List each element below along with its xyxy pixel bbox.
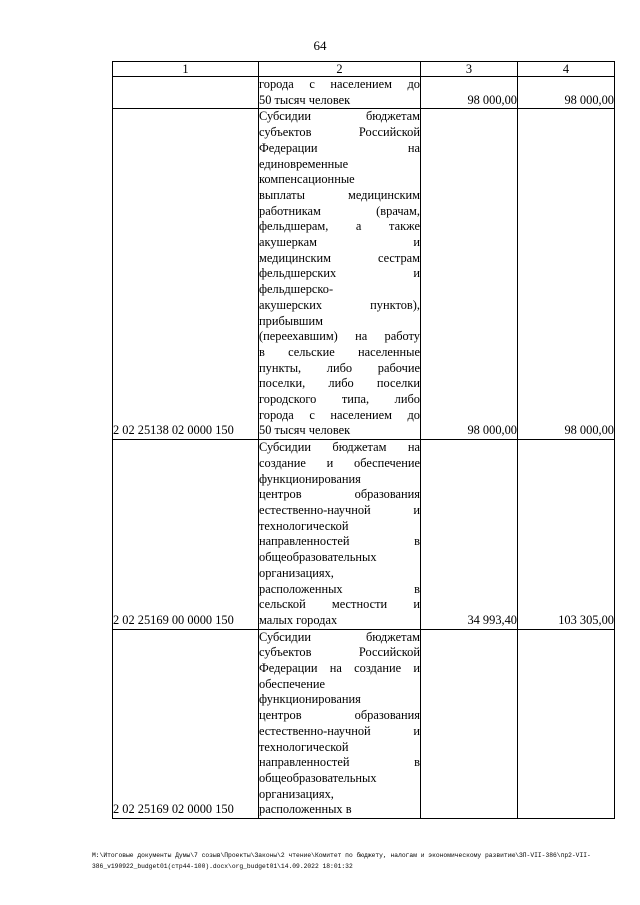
description-line: общеобразовательных (259, 770, 377, 785)
description-line: единовременные (259, 156, 349, 171)
description-line: технологической (259, 518, 349, 533)
description-line: центров образования (259, 487, 420, 502)
description-line: в сельские населенные (259, 344, 420, 359)
description-line: Субсидии бюджетам на (259, 440, 420, 455)
budget-code-cell: 2 02 25169 00 0000 150 (113, 440, 259, 629)
description-line: Субсидии бюджетам (259, 629, 420, 644)
description-cell (259, 440, 421, 629)
description-line: фельдшерских и (259, 266, 420, 281)
description-line: естественно-научной и (259, 723, 420, 738)
footer-line: 386_v190922_budget01(стр44-100).docx\org_budget01\14.09.2022 18:01:32 (92, 863, 353, 870)
description-line: субъектов Российской (259, 645, 420, 660)
column-header-2: 2 (259, 62, 421, 77)
column-header-3: 3 (421, 62, 518, 77)
description-cell (259, 629, 421, 818)
description-line: прибывшим (259, 313, 323, 328)
description-line: работникам (врачам, (259, 203, 420, 218)
description-line: общеобразовательных (259, 550, 377, 565)
amount-col3-cell: 98 000,00 (421, 77, 518, 109)
description-line: технологической (259, 739, 349, 754)
description-line: города с населением до (259, 407, 420, 422)
table-row (113, 77, 615, 109)
budget-table (112, 61, 615, 819)
table-row (113, 629, 615, 818)
description-line: фельдшерско- (259, 282, 334, 297)
table-row (113, 440, 615, 629)
amount-col4-cell: 98 000,00 (518, 77, 615, 109)
description-line: организациях, (259, 786, 334, 801)
column-header-1: 1 (113, 62, 259, 77)
description-line: акушерских пунктов), (259, 297, 420, 312)
description-line: создание и обеспечение (259, 455, 420, 470)
description-line: выплаты медицинским (259, 187, 420, 202)
description-line: расположенных в (259, 802, 352, 817)
description-line: акушеркам и (259, 235, 420, 250)
amount-col4-cell: 98 000,00 (518, 109, 615, 440)
description-cell (259, 109, 421, 440)
amount-col4-cell (518, 629, 615, 818)
description-line: пункты, либо рабочие (259, 360, 420, 375)
description-line: расположенных в (259, 581, 420, 596)
budget-code-cell (113, 77, 259, 109)
description-line: 50 тысяч человек (259, 423, 351, 438)
description-line: направленностей в (259, 534, 420, 549)
description-line: организациях, (259, 565, 334, 580)
file-path-footer (92, 850, 622, 872)
description-line: обеспечение (259, 676, 325, 691)
description-line: сельской местности и (259, 597, 420, 612)
description-line: (переехавшим) на работу (259, 329, 420, 344)
page-number: 64 (313, 38, 327, 53)
footer-line: M:\Итоговые документы Думы\7 созыв\Проекты\Законы\2 чтение\Комитет по бюджету, налогам и экономическому развитию\ЗП-VII-386\пр2-VII- (92, 852, 591, 859)
description-line: 50 тысяч человек (259, 92, 351, 107)
description-line: компенсационные (259, 172, 355, 187)
description-cell (259, 77, 421, 109)
description-line: Федерации на создание и (259, 661, 420, 676)
description-line: поселки, либо поселки (259, 376, 420, 391)
description-line: направленностей в (259, 755, 420, 770)
description-line: Федерации на (259, 140, 420, 155)
description-line: фельдшерам, а также (259, 219, 420, 234)
description-line: функционирования (259, 471, 361, 486)
description-line: Субсидии бюджетам (259, 109, 420, 124)
table-row (113, 109, 615, 440)
column-header-4: 4 (518, 62, 615, 77)
table-header-row (113, 62, 615, 77)
description-line: функционирования (259, 692, 361, 707)
description-line: центров образования (259, 708, 420, 723)
description-line: городского типа, либо (259, 392, 420, 407)
amount-col3-cell (421, 629, 518, 818)
description-line: города с населением до (259, 77, 420, 91)
budget-code-cell: 2 02 25138 02 0000 150 (113, 109, 259, 440)
description-line: естественно-научной и (259, 502, 420, 517)
amount-col4-cell: 103 305,00 (518, 440, 615, 629)
description-line: субъектов Российской (259, 125, 420, 140)
amount-col3-cell: 98 000,00 (421, 109, 518, 440)
description-line: медицинским сестрам (259, 250, 420, 265)
budget-table-body (113, 62, 615, 819)
amount-col3-cell: 34 993,40 (421, 440, 518, 629)
description-line: малых городах (259, 612, 338, 627)
budget-code-cell: 2 02 25169 02 0000 150 (113, 629, 259, 818)
